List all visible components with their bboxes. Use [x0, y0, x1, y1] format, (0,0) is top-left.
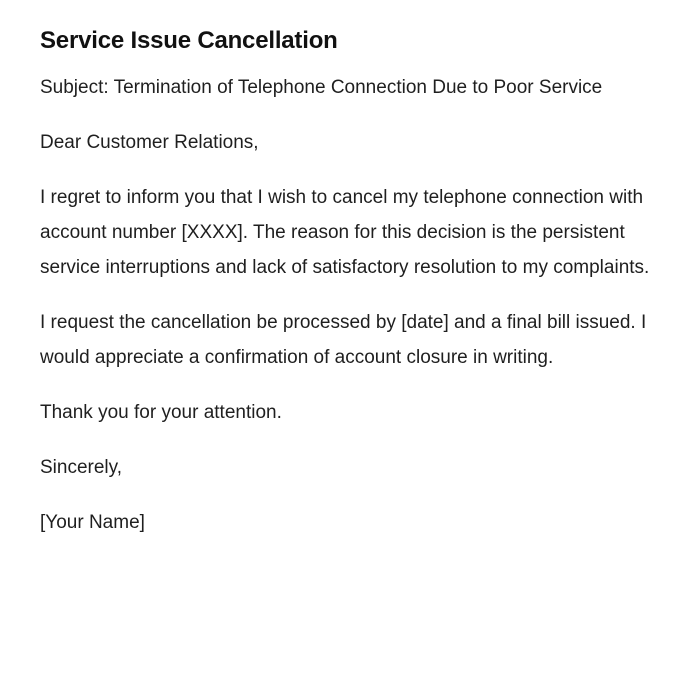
closing: Sincerely,: [40, 457, 123, 478]
body-paragraph-1: I regret to inform you that I wish to cancel my telephone connection with account number [XXXX]. The reason for this decision is the persistent service interruptions and lack of satisfactory resolution to my complaints.: [40, 187, 650, 278]
document-title: Service Issue Cancellation: [40, 27, 338, 54]
body-paragraph-3: Thank you for your attention.: [40, 402, 282, 423]
body-paragraph-2: I request the cancellation be processed by [date] and a final bill issued. I would appreciate a confirmation of account closure in writing.: [40, 312, 647, 368]
salutation: Dear Customer Relations,: [40, 132, 259, 153]
signature: [Your Name]: [40, 512, 145, 533]
subject-line: Subject: Termination of Telephone Connection Due to Poor Service: [40, 77, 603, 98]
